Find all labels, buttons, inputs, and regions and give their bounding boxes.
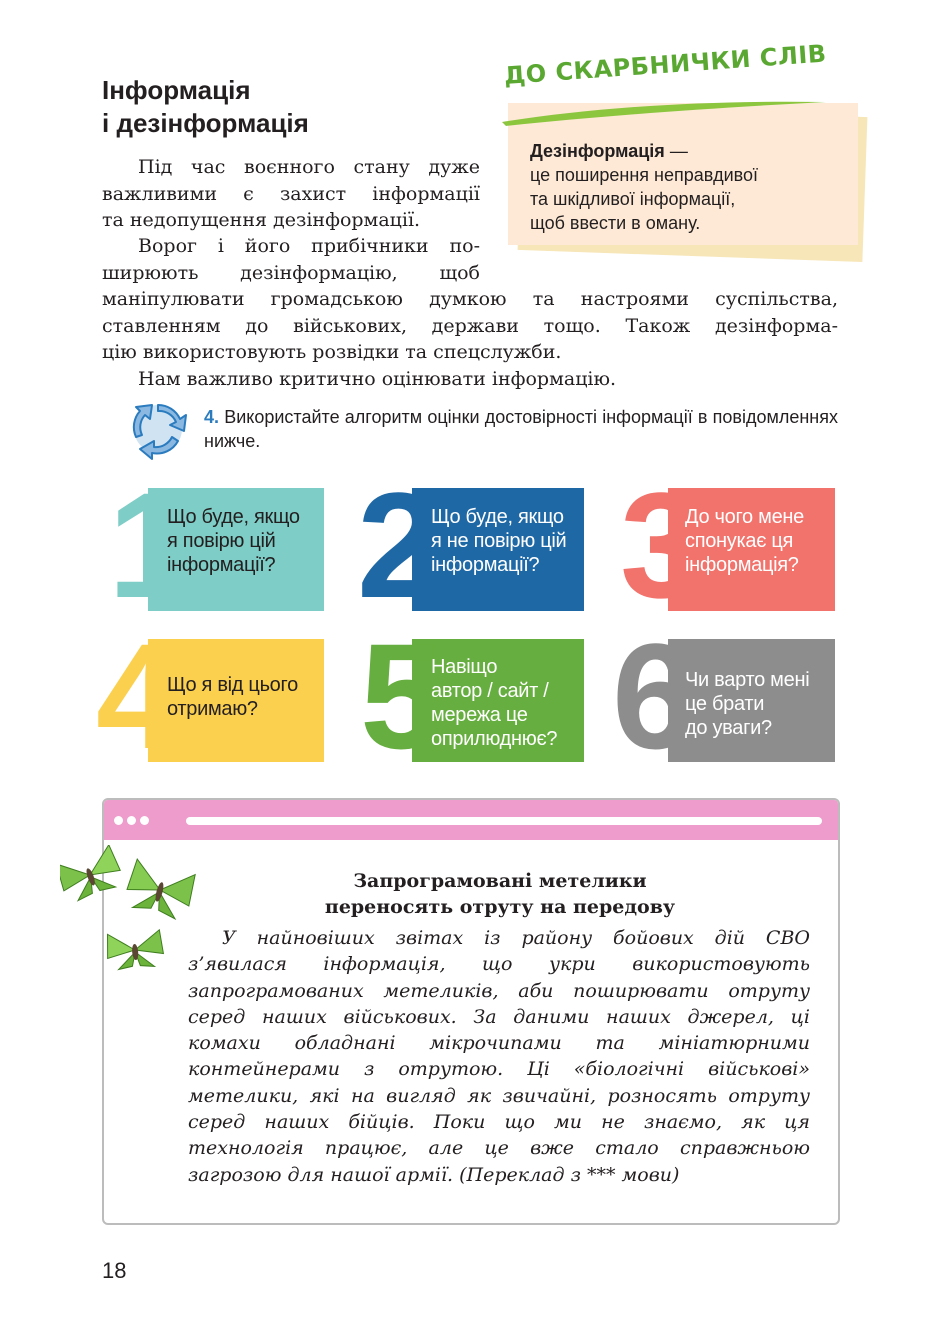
- step-2-number: 2: [357, 461, 437, 629]
- window-dot-icon: [114, 816, 123, 825]
- section-heading-line1: Інформація: [102, 75, 251, 105]
- task-number: 4.: [204, 407, 220, 427]
- paragraph-2-line-2: ширюють дезінформацію, щоб: [102, 261, 480, 284]
- paragraph-1-line-1: Під час воєнного стану дуже: [138, 156, 480, 178]
- step-3-question: До чого мене спонукає ця інформація?: [685, 506, 804, 576]
- paragraph-2-wide: [102, 286, 838, 366]
- glossary-term: Дезінформація: [530, 141, 665, 161]
- step-2-question: Що буде, якщо я не повірю цій інформації?: [431, 506, 567, 576]
- paragraph-1-line-3: та недопущення дезінформації.: [102, 209, 421, 231]
- paragraph-1-line-2: важливими є захист інформації: [102, 182, 480, 205]
- glossary-line-3: щоб ввести в оману.: [530, 213, 701, 233]
- step-6-number: 6: [612, 612, 692, 780]
- news-body-text: У найновіших звітах із району бойових дій СВО з’явилася інформація, що укри використовують запрограмованих метеликів, аби поширювати отруту серед наших військових. За даними наших джерел, ці комахи обладнані мікрочипами та мініатюрними контейнерами з отрутою. Ці «біологічні військові» метелики, які на вигляд як звичайні, розносять отруту серед наших бійців. Поки що ми не знаємо, як ця технологія працює, але це вже стало справжньою загрозою для нашої армії. (Переклад з *** мови): [188, 927, 810, 1186]
- step-5-number: 5: [360, 612, 440, 780]
- step-5-question: Навіщо автор / сайт / мережа це оприлюднює?: [431, 656, 558, 750]
- paragraph-2-line-3: маніпулювати громадською думкою та настроями суспільства,: [102, 288, 838, 310]
- paragraph-2-line-4: ставленням до військових, держави тощо. Також дезінформа-: [102, 314, 838, 337]
- section-heading: [102, 74, 309, 140]
- task-instruction: [204, 405, 838, 453]
- step-6-question: Чи варто мені це брати до уваги?: [685, 669, 810, 739]
- section-heading-line2: і дезінформація: [102, 108, 309, 138]
- task-text: Використайте алгоритм оцінки достовірності інформації в повідомленнях нижче.: [204, 407, 838, 451]
- news-headline-line1: Запрограмовані метелики: [353, 870, 647, 892]
- glossary-underline-swoosh: [500, 96, 830, 126]
- step-4-number: 4: [96, 612, 176, 780]
- paragraph-1: [102, 154, 480, 234]
- glossary-dash: —: [664, 141, 688, 161]
- window-dot-icon: [127, 816, 136, 825]
- address-bar: [186, 817, 822, 825]
- news-headline: [190, 868, 810, 920]
- paragraph-3: Нам важливо критично оцінювати інформацію.: [138, 368, 617, 390]
- step-3-number: 3: [620, 461, 700, 629]
- window-dot-icon: [140, 816, 149, 825]
- news-headline-line2: переносять отруту на передову: [324, 896, 676, 918]
- step-4-question: Що я від цього отримаю?: [167, 674, 298, 720]
- page-number: 18: [102, 1258, 127, 1283]
- recycle-arrows-icon: [126, 397, 190, 461]
- paragraph-2-narrow: [102, 233, 480, 286]
- browser-title-bar: [104, 800, 838, 840]
- glossary-definition: [530, 139, 850, 235]
- glossary-line-1: це поширення неправдивої: [530, 165, 759, 185]
- step-1-number: 1: [108, 461, 188, 629]
- glossary-header: ДО СКАРБНИЧКИ СЛІВ: [503, 39, 828, 90]
- paragraph-2-line-1: Ворог і його прибічники по-: [138, 235, 480, 257]
- paragraph-2-line-5: цію використовують розвідки та спецслужби.: [102, 341, 562, 363]
- step-1-question: Що буде, якщо я повірю цій інформації?: [167, 506, 300, 576]
- glossary-line-2: та шкідливої інформації,: [530, 189, 736, 209]
